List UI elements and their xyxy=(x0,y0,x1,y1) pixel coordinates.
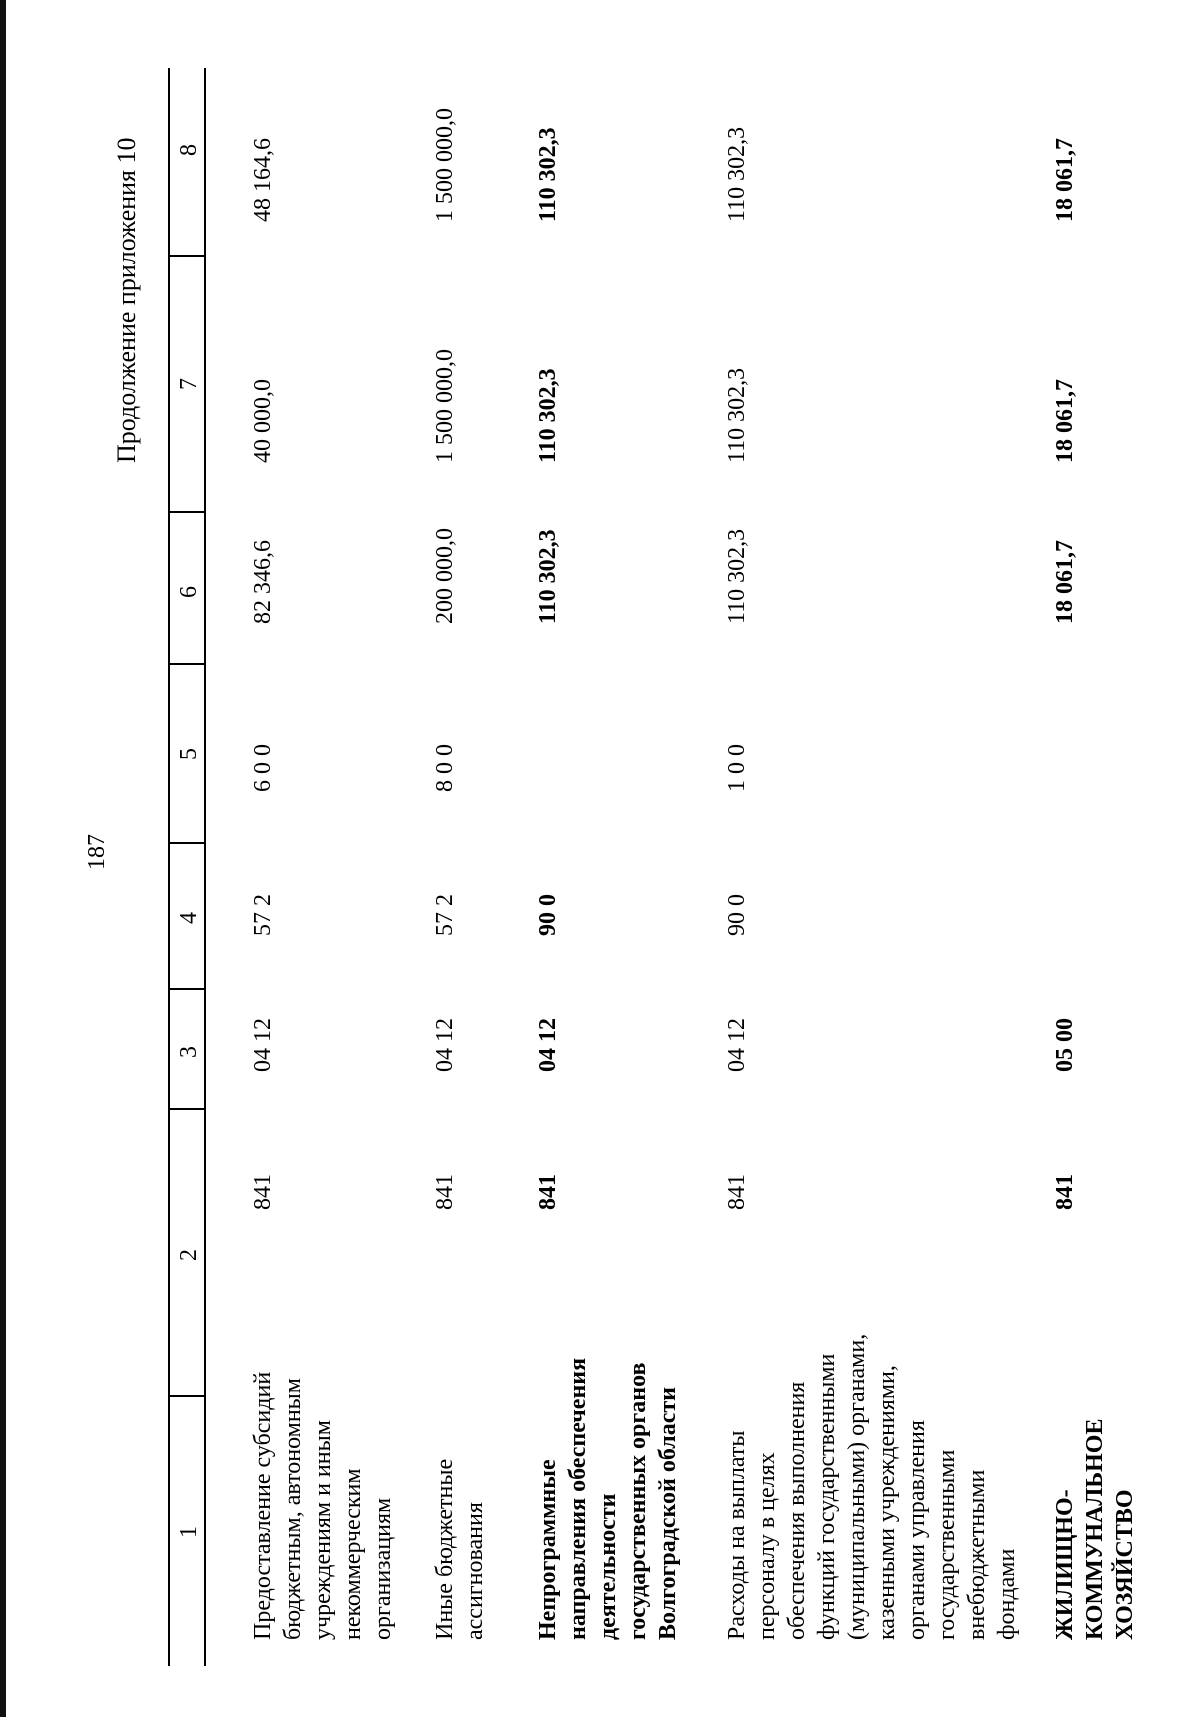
row-cell-c6: 18 061,7 xyxy=(1052,540,1078,624)
row-name-line: учреждениям и иным xyxy=(310,1420,336,1640)
row-name-line: обеспечения выполнения xyxy=(784,1381,810,1640)
row-cell-c7: 1 500 000,0 xyxy=(432,349,458,463)
row-cell-c6: 110 302,3 xyxy=(724,528,750,624)
column-header-1: 1 xyxy=(176,1526,202,1538)
row-cell-c5: 6 0 0 xyxy=(250,744,276,792)
row-cell-c4: 57 2 xyxy=(432,894,458,936)
row-name-line: Непрограммные xyxy=(535,1459,561,1640)
row-cell-c2: 841 xyxy=(250,1174,276,1210)
row-cell-c2: 841 xyxy=(432,1174,458,1210)
row-cell-c4: 57 2 xyxy=(250,894,276,936)
row-name-line: (муниципальными) органами, xyxy=(844,1333,870,1640)
column-header-4: 4 xyxy=(176,912,202,924)
column-separator xyxy=(168,663,204,665)
column-header-5: 5 xyxy=(176,748,202,760)
row-cell-c3: 04 12 xyxy=(724,1018,750,1072)
row-cell-c5: 8 0 0 xyxy=(432,744,458,792)
row-cell-c4: 90 0 xyxy=(535,894,561,936)
row-name-line: Расходы на выплаты xyxy=(724,1430,750,1640)
row-cell-c3: 04 12 xyxy=(250,1018,276,1072)
row-name-line: Иные бюджетные xyxy=(432,1458,458,1640)
row-name-line: организациям xyxy=(370,1497,396,1640)
column-header-7: 7 xyxy=(176,378,202,390)
column-header-3: 3 xyxy=(176,1046,202,1058)
row-cell-c8: 48 164,6 xyxy=(250,138,276,222)
row-name-line: некоммерческим xyxy=(340,1468,366,1640)
page-number: 187 xyxy=(84,834,110,870)
header-bottom-border xyxy=(204,68,206,1666)
column-separator xyxy=(168,988,204,990)
row-name-line: бюджетным, автономным xyxy=(280,1378,306,1640)
row-name-line: государственными xyxy=(934,1449,960,1640)
column-separator xyxy=(168,1395,204,1397)
row-name-line: казенными учреждениями, xyxy=(874,1365,900,1640)
row-name-line: персоналу в целях xyxy=(754,1452,780,1640)
row-cell-c6: 200 000,0 xyxy=(432,528,458,624)
row-cell-c4: 90 0 xyxy=(724,894,750,936)
row-name-line: направления обеспечения xyxy=(565,1357,591,1640)
row-name-line: Предоставление субсидий xyxy=(250,1371,276,1640)
row-name-line: органами управления xyxy=(904,1420,930,1640)
row-cell-c2: 841 xyxy=(535,1174,561,1210)
column-separator xyxy=(168,511,204,513)
column-separator xyxy=(168,1108,204,1110)
row-name-line: ассигнования xyxy=(462,1502,488,1640)
row-name-line: функций государственными xyxy=(814,1353,840,1640)
column-header-6: 6 xyxy=(176,586,202,598)
row-cell-c5: 1 0 0 xyxy=(724,744,750,792)
row-name-line: государственных органов xyxy=(625,1362,651,1640)
column-header-8: 8 xyxy=(176,144,202,156)
row-cell-c3: 04 12 xyxy=(432,1018,458,1072)
row-cell-c6: 82 346,6 xyxy=(250,540,276,624)
row-cell-c8: 1 500 000,0 xyxy=(432,108,458,222)
scan-edge xyxy=(0,0,6,1717)
row-name-line: ЖИЛИЩНО- xyxy=(1052,1489,1078,1640)
table-border-left xyxy=(168,68,170,1666)
row-name-line: ХОЗЯЙСТВО xyxy=(1112,1489,1138,1640)
row-cell-c7: 40 000,0 xyxy=(250,379,276,463)
row-cell-c7: 110 302,3 xyxy=(535,368,561,463)
column-separator xyxy=(168,842,204,844)
row-cell-c7: 18 061,7 xyxy=(1052,379,1078,463)
page-caption: Продолжение приложения 10 xyxy=(112,137,141,463)
row-cell-c6: 110 302,3 xyxy=(535,529,561,624)
row-cell-c3: 05 00 xyxy=(1052,1018,1078,1072)
row-cell-c2: 841 xyxy=(724,1174,750,1210)
row-cell-c8: 110 302,3 xyxy=(724,126,750,222)
row-name-line: КОММУНАЛЬНОЕ xyxy=(1082,1418,1108,1640)
row-cell-c3: 04 12 xyxy=(535,1018,561,1072)
row-cell-c8: 110 302,3 xyxy=(535,127,561,222)
row-cell-c7: 110 302,3 xyxy=(724,367,750,463)
column-separator xyxy=(168,255,204,257)
row-name-line: внебюджетными фондами xyxy=(964,1469,1020,1640)
row-name-line: Волгоградской области xyxy=(655,1387,681,1640)
row-name-line: деятельности xyxy=(595,1493,621,1640)
row-cell-c2: 841 xyxy=(1052,1174,1078,1210)
column-header-2: 2 xyxy=(176,1249,202,1261)
row-cell-c8: 18 061,7 xyxy=(1052,138,1078,222)
